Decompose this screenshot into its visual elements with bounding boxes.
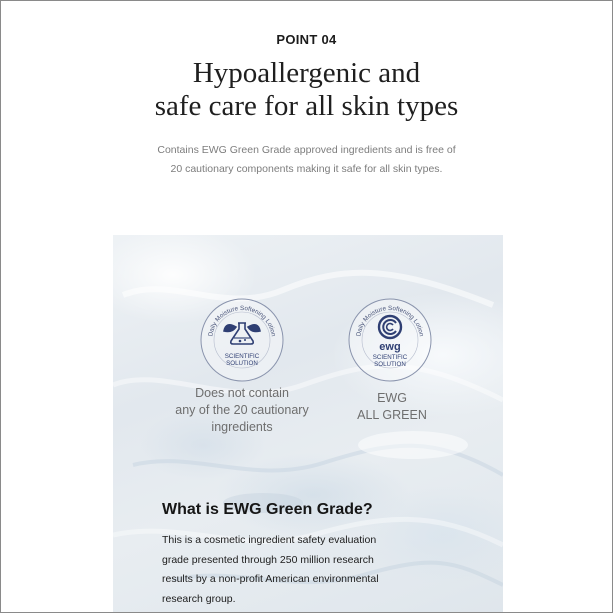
badge-inner-text-2: SOLUTION [374, 361, 406, 368]
headline-line-1: Hypoallergenic and [192, 57, 421, 89]
badge-ring-text: Daily Moisture Softening Lotion [207, 304, 277, 338]
ewg-section-title: What is EWG Green Grade? [162, 501, 373, 518]
badge-label-line-2: ALL GREEN [357, 408, 427, 422]
body-line-1: This is a cosmetic ingredient safety evaluation [162, 534, 377, 546]
headline-line-2: safe care for all skin types [154, 90, 459, 122]
headline [1, 57, 612, 123]
ewg-all-green-label [337, 390, 447, 424]
point-label: POINT 04 [276, 32, 337, 47]
badge-label-line-3: ingredients [211, 420, 273, 434]
badge-ring-text: Daily Moisture Softening Lotion [355, 304, 425, 338]
description-line-1: Contains EWG Green Grade approved ingredients and is free of [157, 144, 456, 156]
ewg-info-panel [113, 235, 503, 613]
description-line-2: 20 cautionary components making it safe for all skin types. [170, 163, 443, 175]
no-cautionary-ingredients-badge [199, 297, 285, 383]
ewg-logo-text: ewg [379, 341, 401, 353]
badge-inner-text-1: SCIENTIFIC [224, 353, 260, 360]
body-line-2: grade presented through 250 million research [162, 553, 374, 566]
no-cautionary-ingredients-label [167, 385, 317, 436]
body-line-4: research group. [162, 592, 236, 605]
badge-inner-text-2: SOLUTION [226, 360, 258, 367]
ewg-section-body [162, 531, 412, 609]
body-line-3: results by a non-profit American environmental [162, 573, 379, 585]
badge-label-line-2: any of the 20 cautionary [175, 403, 309, 417]
badge-label-line-1: EWG [377, 391, 407, 405]
description [1, 141, 612, 179]
badge-label-line-1: Does not contain [195, 386, 289, 400]
badge-inner-text-1: SCIENTIFIC [372, 354, 408, 361]
ewg-all-green-badge [347, 297, 433, 383]
